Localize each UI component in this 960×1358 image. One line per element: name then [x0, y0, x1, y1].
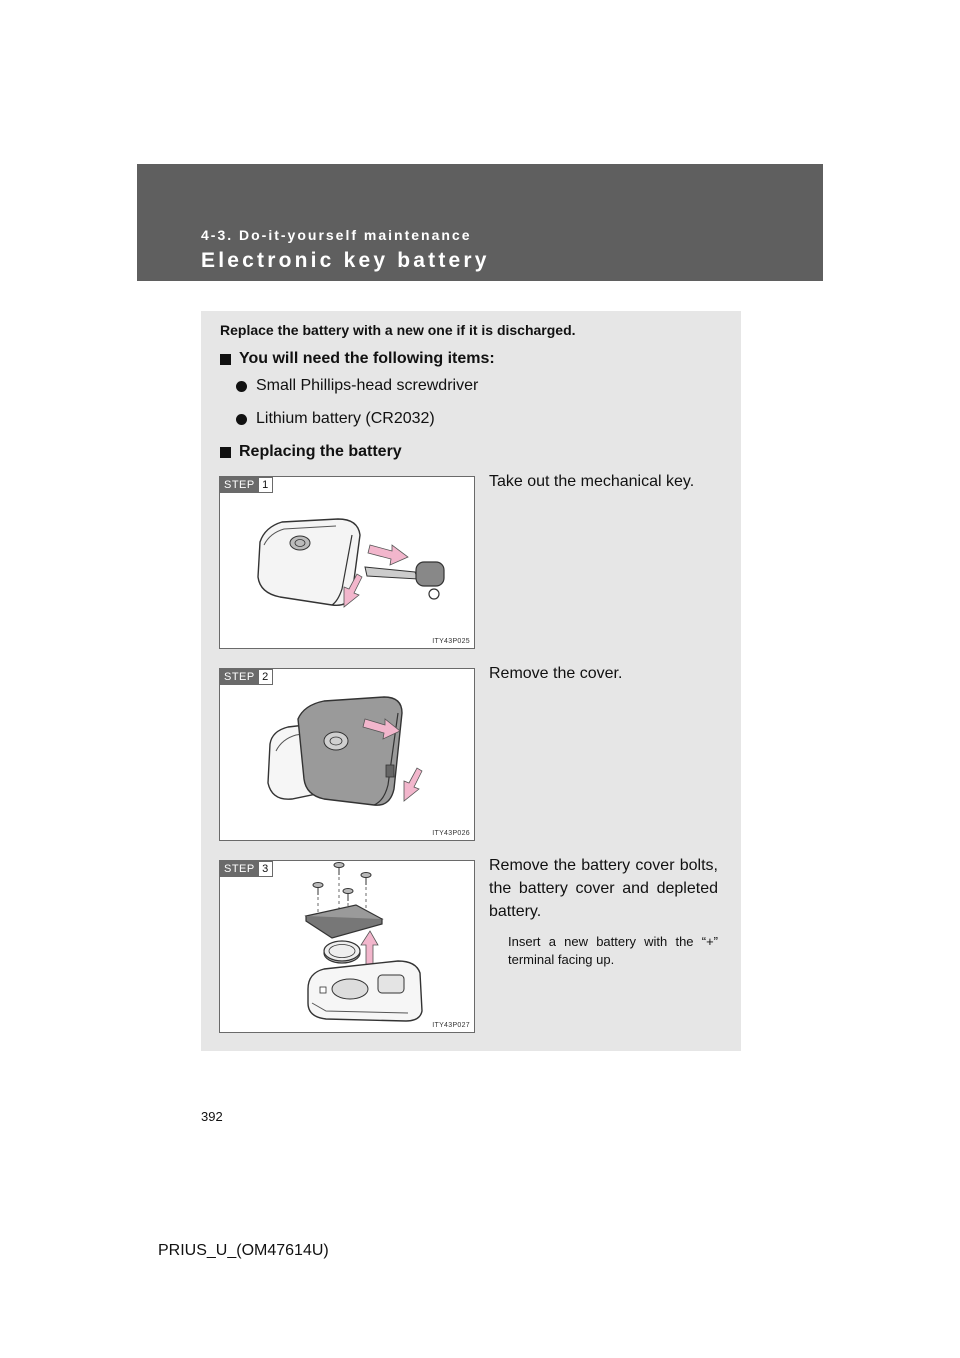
figure-code: ITY43P026 [432, 830, 470, 837]
figure-code: ITY43P025 [432, 638, 470, 645]
step-badge [220, 477, 273, 493]
list-item-text: Lithium battery (CR2032) [256, 410, 435, 427]
step-badge [220, 861, 273, 877]
step-number: 3 [259, 861, 273, 877]
section-label: 4-3. Do-it-yourself maintenance [201, 227, 472, 243]
list-item [236, 410, 435, 428]
step-2-text: Remove the cover. [489, 665, 623, 682]
bullet-dot-icon [236, 414, 247, 425]
step-badge [220, 669, 273, 685]
step-3-text: Remove the battery cover bolts, the battery cover and depleted battery. [489, 857, 718, 920]
step-label: STEP [220, 477, 259, 493]
list-item-text: Small Phillips-head screwdriver [256, 377, 479, 394]
intro-text: Replace the battery with a new one if it is discharged. [220, 322, 576, 338]
step-label: STEP [220, 669, 259, 685]
list-item [236, 377, 478, 395]
step-1-text: Take out the mechanical key. [489, 473, 695, 490]
step-3-note: Insert a new battery with the “+” terminal facing up. [508, 934, 718, 967]
step-3-figure [219, 860, 475, 1033]
page-number: 392 [201, 1109, 223, 1124]
step-1-figure [219, 476, 475, 649]
key-removal-illustration [220, 477, 475, 649]
page-title: Electronic key battery [201, 249, 490, 272]
items-heading [220, 350, 495, 368]
step-2-figure [219, 668, 475, 841]
square-bullet-icon [220, 354, 231, 365]
step-number: 2 [259, 669, 273, 685]
battery-removal-illustration [220, 861, 475, 1033]
figure-code: ITY43P027 [432, 1022, 470, 1029]
bullet-dot-icon [236, 381, 247, 392]
square-bullet-icon [220, 447, 231, 458]
step-number: 1 [259, 477, 273, 493]
cover-removal-illustration [220, 669, 475, 841]
replace-heading [220, 443, 402, 461]
items-heading-text: You will need the following items: [239, 350, 495, 367]
replace-heading-text: Replacing the battery [239, 443, 402, 460]
document-code: PRIUS_U_(OM47614U) [158, 1242, 329, 1259]
step-label: STEP [220, 861, 259, 877]
